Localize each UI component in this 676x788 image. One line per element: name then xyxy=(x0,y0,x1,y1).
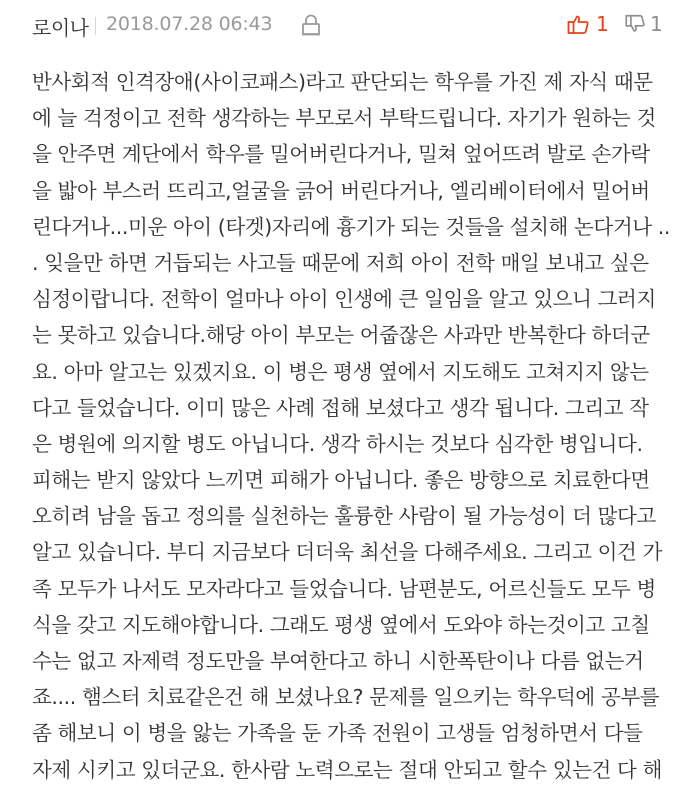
thumbs-up-icon xyxy=(566,12,590,36)
comment-line: 식을 갖고 지도해야합니다. 그래도 평생 옆에서 도와야 하는것이고 고칠 xyxy=(32,612,650,637)
dislike-button[interactable] xyxy=(624,12,663,36)
comment-line: 죠.... 햄스터 치료같은건 해 보셨나요? 문제를 일으키는 학우덕에 공부를 xyxy=(32,685,660,710)
comment-line: 수는 없고 자제력 정도만을 부여한다고 하니 시한폭탄이나 다름 없는거 xyxy=(32,649,644,673)
comment-line: 다고 들었습니다. 이미 많은 사례 접해 보셨다고 생각 됩니다. 그리고 작 xyxy=(32,395,649,420)
lock-icon xyxy=(300,13,322,37)
meta-divider xyxy=(95,17,96,35)
comment-line: 반사회적 인격장애(사이코패스)라고 판단되는 학우를 가진 제 자식 때문 xyxy=(32,70,653,94)
comment-line: 는 못하고 있습니다.해당 아이 부모는 어줍잖은 사과만 반복한다 하더군 xyxy=(32,323,650,348)
like-button[interactable] xyxy=(566,12,609,36)
comment-line: 자제 시키고 있더군요. 한사람 노력으로는 절대 안되고 할수 있는건 다 해 xyxy=(32,757,662,782)
comment-header xyxy=(0,0,676,56)
comment-author[interactable]: 로이나 xyxy=(32,16,89,40)
comment-line: 을 밟아 부스러 뜨리고,얼굴을 긁어 버린다거나, 엘리베이터에서 밀어버 xyxy=(32,178,650,203)
comment-line: 피해는 받지 않았다 느끼면 피해가 아닙니다. 좋은 방향으로 치료한다면 xyxy=(32,468,650,493)
comment-line: 족 모두가 나서도 모자라다고 들었습니다. 남편분도, 어르신들도 모두 병 xyxy=(32,576,656,601)
comment-line: 에 늘 걱정이고 전학 생각하는 부모로서 부탁드립니다. 자기가 원하는 것 xyxy=(32,106,656,131)
comment-line: 알고 있습니다. 부디 지금보다 더더욱 최선을 다해주세요. 그리고 이건 가 xyxy=(32,540,662,565)
comment-line: . 잊을만 하면 거듭되는 사고들 때문에 저희 아이 전학 매일 보내고 싶은 xyxy=(32,250,649,275)
comment-timestamp: 2018.07.28 06:43 xyxy=(106,13,273,35)
dislike-count: 1 xyxy=(650,12,663,36)
comment-line: 심정이랍니다. 전학이 얼마나 아이 인생에 큰 일임을 알고 있으니 그러지 xyxy=(32,287,656,312)
comment-line: 을 안주면 계단에서 학우를 밀어버린다거나, 밀쳐 엎어뜨려 발로 손가락 xyxy=(32,142,650,167)
comment-line: 요. 아마 알고는 있겠지요. 이 병은 평생 옆에서 지도해도 고쳐지지 않는 xyxy=(32,359,649,384)
comment-body xyxy=(32,64,670,788)
comment-line: 좀 해보니 이 병을 앓는 가족을 둔 가족 전원이 고생들 엄청하면서 다들 xyxy=(32,721,643,746)
thumbs-down-icon xyxy=(624,13,646,35)
like-count: 1 xyxy=(596,12,609,36)
comment-line: 은 병원에 의지할 병도 아닙니다. 생각 하시는 것보다 심각한 병입니다. xyxy=(32,431,643,456)
comment-line: 린다거나...미운 아이 (타겟)자리에 흉기가 되는 것들을 설치해 논다거나 .. xyxy=(32,214,670,239)
comment-line: 오히려 남을 돕고 정의를 실천하는 훌륭한 사람이 될 가능성이 더 많다고 xyxy=(32,504,656,529)
